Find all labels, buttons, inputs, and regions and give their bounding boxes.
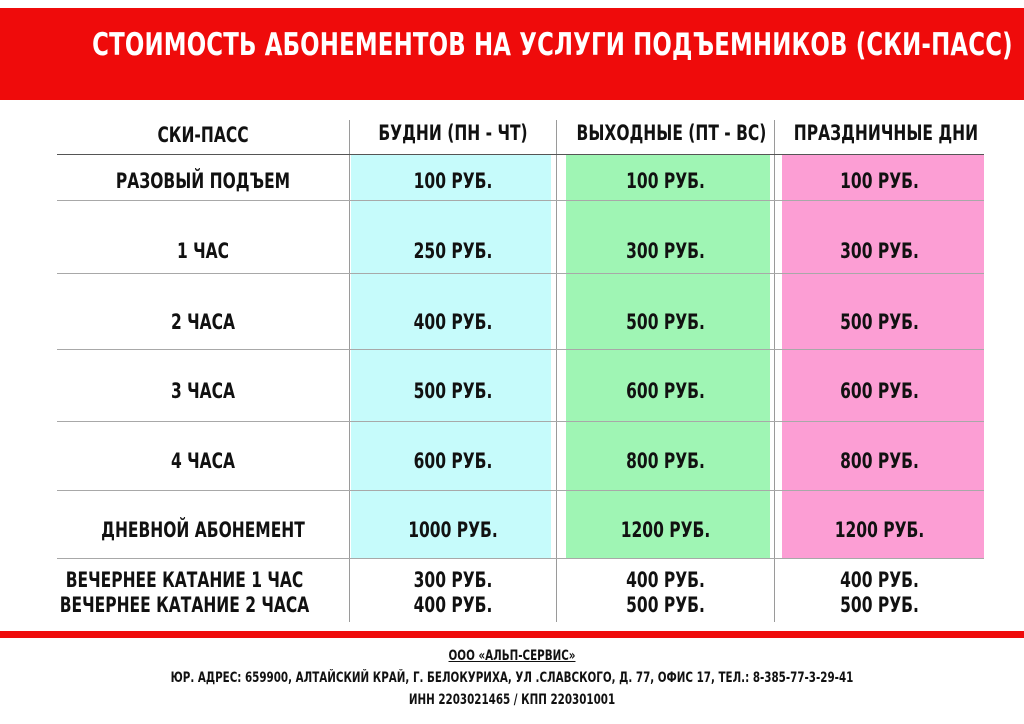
footer-inn: ИНН 2203021465 / КПП 220301001 [408,692,616,708]
weekend-column-bg [566,154,770,558]
price-holiday: 800 РУБ. [840,449,919,473]
holiday-column-bg [782,154,984,558]
row-divider [57,349,984,350]
row-divider [57,558,984,559]
row-label: 3 ЧАСА [170,379,236,403]
header-weekend: ВЫХОДНЫЕ (ПТ - ВС) [576,121,767,145]
price-weekend: 500 РУБ. [626,310,705,334]
weekday-column-bg [351,154,551,558]
price-weekend: 100 РУБ. [626,169,705,193]
row-label: 1 ЧАС [176,239,230,263]
header-weekday: БУДНИ (ПН - ЧТ) [378,121,528,145]
column-divider [349,120,350,622]
evening-weekday-2: 400 РУБ. [413,593,493,617]
price-holiday: 600 РУБ. [840,379,919,403]
price-holiday: 300 РУБ. [840,239,919,263]
price-weekday: 400 РУБ. [413,310,493,334]
price-holiday: 1200 РУБ. [834,518,925,542]
evening-label-2: ВЕЧЕРНЕЕ КАТАНИЕ 2 ЧАСА [59,593,310,617]
row-label: 2 ЧАСА [170,310,236,334]
footer-stripe [0,631,1024,638]
price-weekday: 500 РУБ. [413,379,493,403]
evening-weekend-1: 400 РУБ. [626,568,705,592]
evening-holiday-1: 400 РУБ. [840,568,919,592]
price-weekend: 1200 РУБ. [620,518,711,542]
column-divider [556,120,557,622]
price-weekday: 100 РУБ. [413,169,493,193]
price-weekend: 600 РУБ. [626,379,705,403]
price-weekday: 250 РУБ. [413,239,493,263]
price-weekday: 600 РУБ. [413,449,493,473]
price-weekend: 800 РУБ. [626,449,705,473]
evening-label-1: ВЕЧЕРНЕЕ КАТАНИЕ 1 ЧАС [65,568,304,592]
header-holiday: ПРАЗДНИЧНЫЕ ДНИ [793,121,979,145]
footer-address: ЮР. АДРЕС: 659900, АЛТАЙСКИЙ КРАЙ, Г. БЕЛОКУРИХА, УЛ .СЛАВСКОГО, Д. 77, ОФИС 17, ТЕЛ.: 8-385-77-3-29-41 [170,670,854,686]
evening-holiday-2: 500 РУБ. [840,593,919,617]
price-holiday: 100 РУБ. [840,169,919,193]
row-divider [57,490,984,491]
row-divider [57,421,984,422]
price-weekday: 1000 РУБ. [408,518,498,542]
page-title: СТОИМОСТЬ АБОНЕМЕНТОВ НА УСЛУГИ ПОДЪЕМНИКОВ (СКИ-ПАСС) [92,27,1013,63]
price-holiday: 500 РУБ. [840,310,919,334]
row-label: ДНЕВНОЙ АБОНЕМЕНТ [101,518,305,542]
header-skipass: СКИ-ПАСС [157,123,249,147]
price-weekend: 300 РУБ. [626,239,705,263]
column-divider [774,120,775,622]
footer-company: ООО «АЛЬП-СЕРВИС» [448,648,576,664]
evening-weekday-1: 300 РУБ. [413,568,493,592]
evening-weekend-2: 500 РУБ. [626,593,705,617]
row-label: РАЗОВЫЙ ПОДЪЕМ [115,169,291,193]
row-label: 4 ЧАСА [170,449,236,473]
row-divider [57,273,984,274]
row-divider [57,200,984,201]
header-divider [57,154,984,155]
